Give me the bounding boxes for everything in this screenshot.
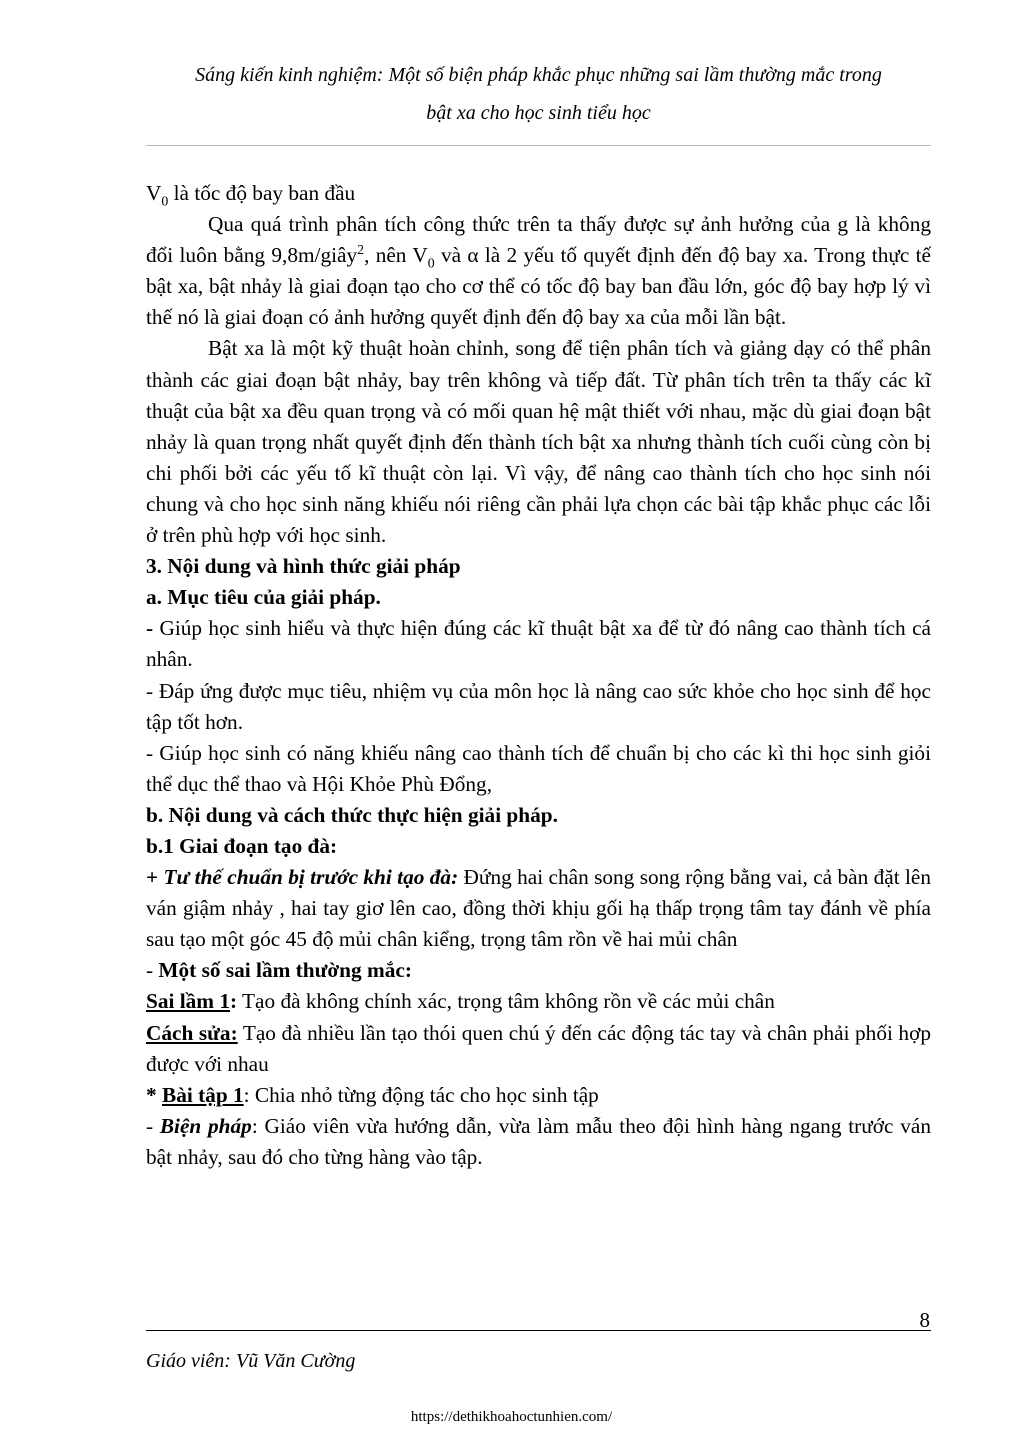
posture-plus: + xyxy=(146,865,164,890)
exercise-1 xyxy=(146,1080,931,1111)
mistake-1 xyxy=(146,986,931,1017)
mistake-1-text: Tạo đà không chính xác, trọng tâm không rồn về các mủi chân xyxy=(237,989,775,1014)
method-dash: - xyxy=(146,1113,160,1138)
heading-content-method: b. Nội dung và cách thức thực hiện giải pháp. xyxy=(146,802,558,827)
paragraph-analysis-part-1: Qua quá trình phân tích công thức trên ta thấy được sự ảnh hưởng của g là không đổi luôn bằng 9,8m/giây xyxy=(146,212,931,268)
mistake-1-label: Sai lầm 1 xyxy=(146,989,231,1014)
mistake-1-colon: : xyxy=(230,989,238,1014)
exercise-star: * xyxy=(146,1082,162,1107)
mistakes-dash: - xyxy=(146,958,159,983)
page-content xyxy=(146,178,931,1173)
posture-label: Tư thế chuẩn bị trước khi tạo đà: xyxy=(163,865,459,890)
page-number: 8 xyxy=(919,1308,930,1332)
fix-label: Cách sửa: xyxy=(146,1020,238,1045)
goal-item-1 xyxy=(146,613,931,675)
posture-text: Đứng hai chân song song rộng bằng vai, cả bàn đặt lên ván giậm nhảy , hai tay giơ lên cao, đồng thời khịu gối hạ thấp trọng tâm tay đánh về phía sau tạo một góc 45 độ mủi chân kiểng, trọng tâm rồn về hai mủi chân xyxy=(146,865,932,952)
mistakes-heading xyxy=(146,955,931,986)
method-text: : Giáo viên vừa hướng dẫn, vừa làm mẫu theo đội hình hàng ngang trước ván bật nhảy, sau đó cho từng hàng vào tập. xyxy=(146,1113,931,1169)
footer-url: https://dethikhoahoctunhien.com/ xyxy=(410,1409,613,1425)
header-line-1: Sáng kiến kinh nghiệm: Một số biện pháp khắc phục những sai lầm thường mắc trong xyxy=(195,64,882,86)
fix-text: Tạo đà nhiều lần tạo thói quen chú ý đến các động tác tay và chân phải phối hợp được với nhau xyxy=(146,1020,931,1076)
header-divider xyxy=(146,145,931,146)
header-line-2: bật xa cho học sinh tiểu học xyxy=(426,102,651,124)
heading-run-up-phase: b.1 Giai đoạn tạo đà: xyxy=(146,833,338,858)
page-header xyxy=(146,56,931,132)
paragraph-analysis xyxy=(146,209,931,333)
exercise-text: : Chia nhỏ từng động tác cho học sinh tập xyxy=(243,1082,599,1107)
mistakes-heading-text: Một số sai lầm thường mắc: xyxy=(158,958,412,983)
heading-goal: a. Mục tiêu của giải pháp. xyxy=(146,585,381,610)
paragraph-analysis-part-3: và α là 2 yếu tố quyết định đến độ bay xa. Trong thực tế bật xa, bật nhảy là giai đoạn tạo cho cơ thể có tốc độ bay ban đầu lớn, góc độ bay hợp lý vì thế nó là giai đoạn có ảnh hưởng quyết định đến độ bay xa của mỗi lần bật. xyxy=(146,243,932,330)
posture-paragraph xyxy=(146,862,931,955)
paragraph-analysis-subscript: 0 xyxy=(427,255,435,271)
paragraph-analysis-part-2: , nên V xyxy=(364,243,428,268)
method-label: Biện pháp xyxy=(159,1113,252,1138)
paragraph-analysis-superscript: 2 xyxy=(357,242,365,258)
fix-paragraph xyxy=(146,1018,931,1080)
goal-item-3: - Giúp học sinh có năng khiếu nâng cao thành tích để chuẩn bị cho các kì thi học sinh giỏi thể dục thể thao và Hội Khỏe Phù Đổng, xyxy=(146,740,931,796)
v0-subscript: 0 xyxy=(161,193,169,209)
v0-text: là tốc độ bay ban đầu xyxy=(168,181,356,205)
footer-divider xyxy=(146,1330,931,1331)
method-paragraph xyxy=(146,1111,931,1173)
goal-item-2: - Đáp ứng được mục tiêu, nhiệm vụ của môn học là nâng cao sức khỏe cho học sinh để học tập tốt hơn. xyxy=(146,678,931,734)
v0-definition xyxy=(146,178,931,209)
v0-symbol: V xyxy=(146,181,162,205)
heading-section-3: 3. Nội dung và hình thức giải pháp xyxy=(146,554,461,579)
paragraph-technique: Bật xa là một kỹ thuật hoàn chỉnh, song để tiện phân tích và giảng dạy có thể phân thành các giai đoạn bật nhảy, bay trên không và tiếp đất. Từ phân tích trên ta thấy các kĩ thuật của bật xa đều quan trọng và có mối quan hệ mật thiết với nhau, mặc dù giai đoạn bật nhảy là quan trọng nhất quyết định đến thành tích bật xa nhưng thành tích cuối cùng còn bị chi phối bởi các yếu tố kĩ thuật còn lại. Vì vậy, để nâng cao thành tích cho học sinh nói chung và cho học sinh năng khiếu nói riêng cần phải lựa chọn các bài tập khắc phục các lỗi ở trên phù hợp với học sinh. xyxy=(146,336,931,548)
goal-item-1-text: Giúp học sinh hiểu và thực hiện đúng các kĩ thuật bật xa để từ đó nâng cao thành tích cá nhân. xyxy=(146,616,931,672)
exercise-label: Bài tập 1 xyxy=(161,1082,244,1107)
goal-item-1-dash: - xyxy=(146,616,154,641)
footer-teacher: Giáo viên: Vũ Văn Cường xyxy=(146,1350,356,1372)
